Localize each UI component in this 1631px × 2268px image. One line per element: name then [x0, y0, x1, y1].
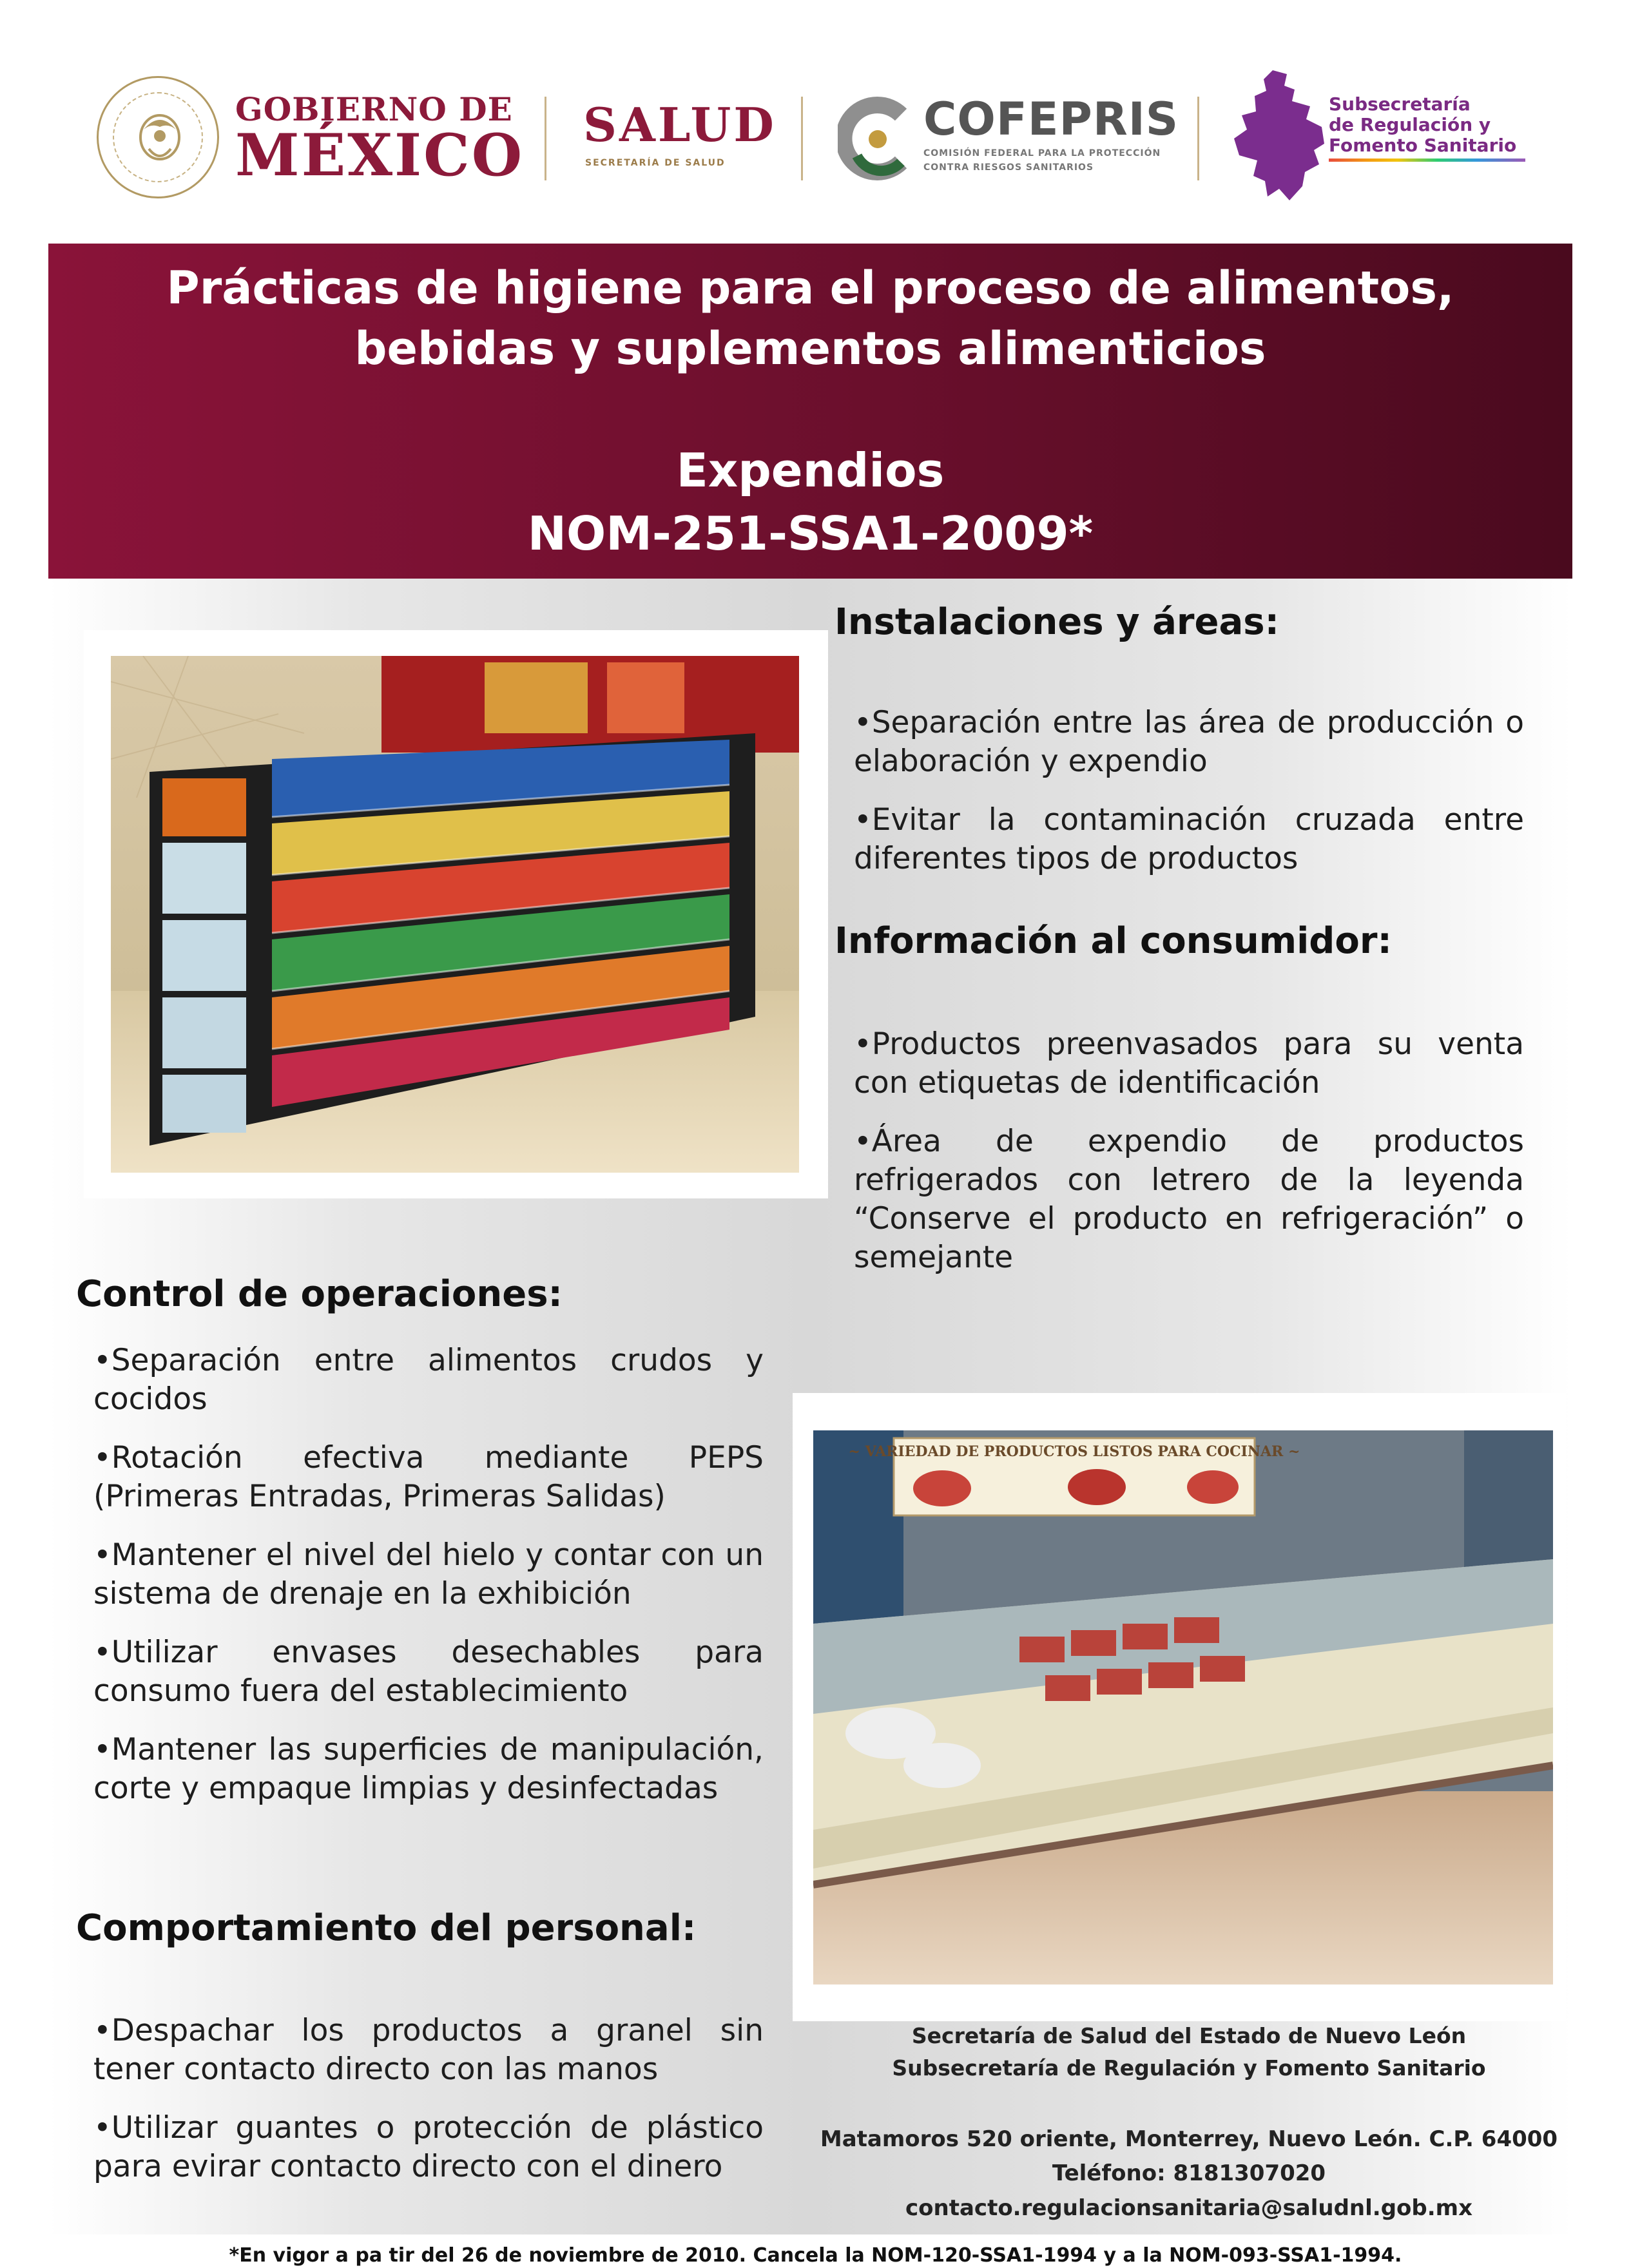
subsecretaria-text-1: Subsecretaría	[1329, 93, 1471, 115]
contact-email[interactable]: contacto.regulacionsanitaria@saludnl.gob.mx	[905, 2195, 1472, 2221]
informacion-item: •Área de expendio de productos refrigerados con letrero de la leyenda “Conserve el producto en refrigeración” o semejante	[854, 1124, 1524, 1275]
heading-instalaciones: Instalaciones y áreas:	[835, 601, 1280, 643]
title-line-3: Expendios	[676, 443, 945, 497]
salud-logo-text: SALUD	[583, 97, 777, 152]
heading-informacion: Información al consumidor:	[835, 920, 1392, 962]
cofepris-text: COFEPRIS	[923, 93, 1179, 146]
title-line-4: NOM-251-SSA1-2009*	[527, 506, 1094, 561]
footnote: *En vigor a pa tir del 26 de noviembre de 2010. Cancela la NOM-120-SSA1-1994 y a la NOM-093-SSA1-1994.	[229, 2244, 1402, 2267]
divider	[545, 97, 546, 180]
subsecretaria-rainbow-underline	[1329, 159, 1525, 162]
divider	[1197, 97, 1199, 180]
control-item: •Rotación efectiva mediante PEPS (Primeras Entradas, Primeras Salidas)	[93, 1440, 764, 1514]
personal-item: •Utilizar guantes o protección de plástico para evirar contacto directo con el dinero	[93, 2110, 764, 2184]
informacion-item: •Productos preenvasados para su venta con etiquetas de identificación	[854, 1026, 1524, 1100]
subsecretaria-text-3: Fomento Sanitario	[1329, 135, 1517, 156]
control-item: •Mantener el nivel del hielo y contar con un sistema de drenaje en la exhibición	[93, 1537, 764, 1611]
heading-comportamiento-personal: Comportamiento del personal:	[76, 1907, 697, 1949]
control-item: •Separación entre alimentos crudos y cocidos	[93, 1343, 764, 1417]
mexico-text: MÉXICO	[235, 121, 525, 189]
instalaciones-item: •Evitar la contaminación cruzada entre diferentes tipos de productos	[854, 802, 1524, 876]
contact-address: Matamoros 520 oriente, Monterrey, Nuevo León. C.P. 64000	[820, 2126, 1558, 2152]
heading-control-operaciones: Control de operaciones:	[76, 1273, 563, 1315]
nuevo-leon-map-icon	[1228, 68, 1331, 203]
display-sign-text: ~ VARIEDAD DE PRODUCTOS LISTOS PARA COCINAR ~	[848, 1443, 1300, 1460]
eagle-icon	[130, 104, 190, 168]
store-shelves-image	[111, 656, 799, 1173]
mexico-coat-of-arms-seal	[97, 76, 219, 198]
contact-phone: Teléfono: 8181307020	[1052, 2160, 1326, 2186]
contact-secretaria: Secretaría de Salud del Estado de Nuevo León	[911, 2023, 1467, 2048]
store-shelves-photo	[84, 630, 828, 1198]
cofepris-subtitle-1: COMISIÓN FEDERAL PARA LA PROTECCIÓN	[923, 148, 1161, 159]
cofepris-subtitle-2: CONTRA RIESGOS SANITARIOS	[923, 162, 1094, 173]
title-line-2: bebidas y suplementos alimenticios	[354, 322, 1266, 375]
salud-subtitle: SECRETARÍA DE SALUD	[585, 158, 726, 168]
instalaciones-item: •Separación entre las área de producción o elaboración y expendio	[854, 705, 1524, 779]
personal-item: •Despachar los productos a granel sin tener contacto directo con las manos	[93, 2013, 764, 2087]
gobierno-de-text: GOBIERNO DE	[235, 90, 513, 128]
subsecretaria-text-2: de Regulación y	[1329, 114, 1491, 135]
cofepris-logo-icon	[838, 97, 915, 180]
refrigerated-display-image	[813, 1430, 1553, 1984]
contact-subsecretaria: Subsecretaría de Regulación y Fomento Sanitario	[892, 2055, 1486, 2081]
title-banner	[48, 244, 1572, 579]
divider	[801, 97, 803, 180]
refrigerated-display-photo	[793, 1393, 1566, 2021]
control-item: •Mantener las superficies de manipulación, corte y empaque limpias y desinfectadas	[93, 1732, 764, 1806]
control-item: •Utilizar envases desechables para consumo fuera del establecimiento	[93, 1635, 764, 1709]
title-line-1: Prácticas de higiene para el proceso de alimentos,	[166, 262, 1454, 314]
